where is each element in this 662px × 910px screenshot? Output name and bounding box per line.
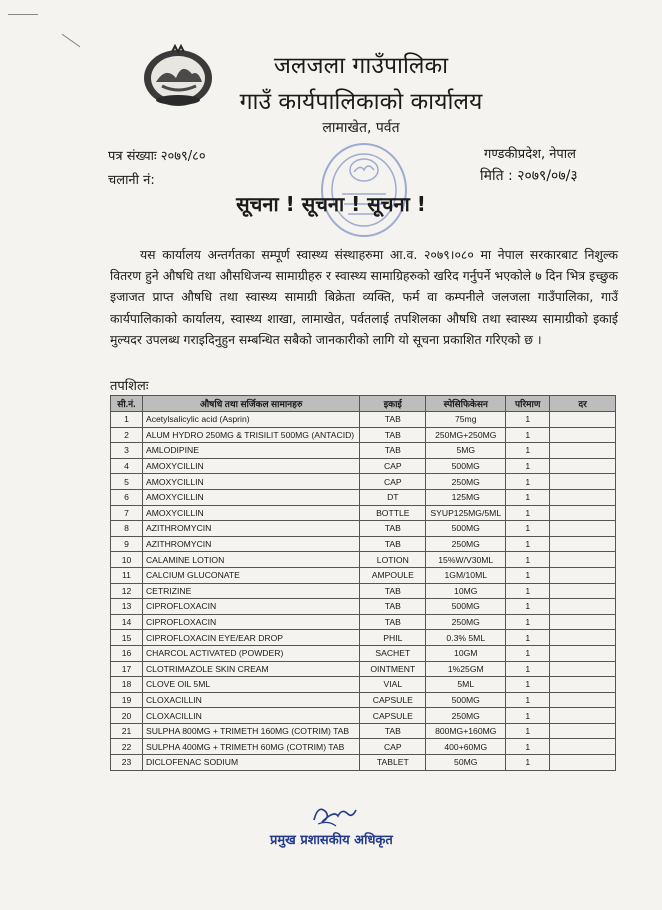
cell-unit: TAB [360, 723, 426, 739]
col-header-rate: दर [550, 396, 616, 412]
cell-unit: TAB [360, 443, 426, 459]
office-address: लामाखेत, पर्वत [322, 120, 400, 136]
table-row [111, 443, 616, 459]
signatory-title: प्रमुख प्रशासकीय अधिकृत [270, 833, 393, 848]
cell-qty: 1 [506, 708, 550, 724]
cell-spec: 125MG [426, 489, 506, 505]
table-row [111, 552, 616, 568]
cell-unit: DT [360, 489, 426, 505]
table-row [111, 708, 616, 724]
cell-unit: TABLET [360, 755, 426, 771]
cell-sn: 4 [111, 458, 143, 474]
cell-rate [550, 739, 616, 755]
cell-sn: 20 [111, 708, 143, 724]
cell-qty: 1 [506, 458, 550, 474]
cell-qty: 1 [506, 692, 550, 708]
cell-sn: 17 [111, 661, 143, 677]
cell-qty: 1 [506, 723, 550, 739]
province-label: गण्डकीप्रदेश, नेपाल [484, 147, 576, 162]
cell-item: Acetylsalicylic acid (Asprin) [142, 412, 359, 428]
cell-item: CLOTRIMAZOLE SKIN CREAM [142, 661, 359, 677]
cell-sn: 9 [111, 536, 143, 552]
cell-rate [550, 708, 616, 724]
cell-unit: TAB [360, 412, 426, 428]
notice-body [110, 244, 618, 350]
cell-unit: TAB [360, 614, 426, 630]
col-header-unit: इकाई [360, 396, 426, 412]
cell-spec: 500MG [426, 599, 506, 615]
cell-qty: 1 [506, 552, 550, 568]
cell-spec: 15%W/V30ML [426, 552, 506, 568]
cell-qty: 1 [506, 583, 550, 599]
cell-rate [550, 599, 616, 615]
cell-item: DICLOFENAC SODIUM [142, 755, 359, 771]
cell-sn: 23 [111, 755, 143, 771]
cell-rate [550, 692, 616, 708]
cell-item: AMOXYCILLIN [142, 489, 359, 505]
cell-rate [550, 661, 616, 677]
cell-item: CLOXACILLIN [142, 708, 359, 724]
cell-item: CIPROFLOXACIN EYE/EAR DROP [142, 630, 359, 646]
cell-spec: 10MG [426, 583, 506, 599]
cell-rate [550, 443, 616, 459]
table-row [111, 474, 616, 490]
cell-sn: 16 [111, 645, 143, 661]
cell-unit: BOTTLE [360, 505, 426, 521]
cell-qty: 1 [506, 521, 550, 537]
cell-sn: 21 [111, 723, 143, 739]
cell-sn: 1 [111, 412, 143, 428]
cell-item: AZITHROMYCIN [142, 521, 359, 537]
cell-rate [550, 755, 616, 771]
cell-item: CALAMINE LOTION [142, 552, 359, 568]
cell-unit: OINTMENT [360, 661, 426, 677]
cell-spec: 50MG [426, 755, 506, 771]
cell-sn: 6 [111, 489, 143, 505]
table-row [111, 567, 616, 583]
scan-mark [62, 34, 81, 47]
cell-rate [550, 645, 616, 661]
cell-spec: 5ML [426, 677, 506, 693]
cell-item: CALCIUM GLUCONATE [142, 567, 359, 583]
cell-spec: 1GM/10ML [426, 567, 506, 583]
cell-unit: SACHET [360, 645, 426, 661]
cell-qty: 1 [506, 755, 550, 771]
cell-sn: 11 [111, 567, 143, 583]
cell-spec: 250MG+250MG [426, 427, 506, 443]
col-header-qty: परिमाण [506, 396, 550, 412]
cell-unit: TAB [360, 427, 426, 443]
cell-qty: 1 [506, 630, 550, 646]
cell-spec: 5MG [426, 443, 506, 459]
cell-spec: 500MG [426, 521, 506, 537]
cell-rate [550, 552, 616, 568]
cell-rate [550, 536, 616, 552]
cell-spec: 800MG+160MG [426, 723, 506, 739]
cell-sn: 7 [111, 505, 143, 521]
cell-item: SULPHA 800MG + TRIMETH 160MG (COTRIM) TAB [142, 723, 359, 739]
cell-spec: 250MG [426, 708, 506, 724]
cell-sn: 2 [111, 427, 143, 443]
cell-unit: LOTION [360, 552, 426, 568]
dispatch-number: चलानी नं: [108, 173, 155, 188]
cell-sn: 19 [111, 692, 143, 708]
cell-unit: CAPSULE [360, 692, 426, 708]
col-header-item: औषधि तथा सर्जिकल सामानहरु [142, 396, 359, 412]
cell-rate [550, 521, 616, 537]
cell-qty: 1 [506, 677, 550, 693]
table-row [111, 427, 616, 443]
cell-unit: TAB [360, 599, 426, 615]
cell-item: AMLODIPINE [142, 443, 359, 459]
cell-qty: 1 [506, 739, 550, 755]
cell-qty: 1 [506, 536, 550, 552]
table-row [111, 677, 616, 693]
cell-qty: 1 [506, 427, 550, 443]
cell-rate [550, 458, 616, 474]
table-row [111, 723, 616, 739]
table-row [111, 661, 616, 677]
cell-sn: 22 [111, 739, 143, 755]
table-row [111, 692, 616, 708]
table-row [111, 412, 616, 428]
notice-body-text: यस कार्यालय अन्तर्गतका सम्पूर्ण स्वास्थ्य संस्थाहरुमा आ.व. २०७९।०८० मा नेपाल सरकारबाट निशुल्क वितरण हुने औषधि तथा औसधिजन्य सामाग्रीहरु र स्वास्थ्य सामाग्रिहरुको खरिद गर्नुपर्ने भएकोले ७ दिन भित्र इच्छुक इजाजत प्राप्त औषधि तथा स्वास्थ्य सामाग्री बिक्रेता व्यक्ति, फर्म वा कम्पनीले जलजला गाउँपालिका, गाउँ कार्यपालिकाको कार्यालय, स्वास्थ्य शाखा, लामाखेत, पर्वतलाई तपशिलका औषधि तथा स्वास्थ्य सामाग्रीको इकाई मुल्यदर उपलब्ध गराइदिनुहुन सम्बन्धित सबैको जानकारीको लागि यो सूचना प्रकाशित गरिएको छ । [110, 247, 618, 347]
table-row [111, 489, 616, 505]
cell-item: CLOVE OIL 5ML [142, 677, 359, 693]
cell-unit: CAP [360, 739, 426, 755]
office-name: गाउँ कार्यपालिकाको कार्यालय [239, 89, 483, 115]
cell-item: CIPROFLOXACIN [142, 599, 359, 615]
cell-rate [550, 427, 616, 443]
cell-spec: 500MG [426, 692, 506, 708]
cell-rate [550, 567, 616, 583]
cell-sn: 14 [111, 614, 143, 630]
cell-unit: TAB [360, 536, 426, 552]
notice-title: सूचना ! सूचना ! सूचना ! [236, 192, 426, 216]
col-header-sn: सी.नं. [111, 396, 143, 412]
cell-rate [550, 614, 616, 630]
cell-qty: 1 [506, 505, 550, 521]
table-row [111, 505, 616, 521]
cell-sn: 15 [111, 630, 143, 646]
cell-qty: 1 [506, 614, 550, 630]
cell-spec: 250MG [426, 614, 506, 630]
cell-rate [550, 677, 616, 693]
cell-qty: 1 [506, 567, 550, 583]
cell-rate [550, 723, 616, 739]
table-row [111, 536, 616, 552]
cell-sn: 10 [111, 552, 143, 568]
cell-spec: 75mg [426, 412, 506, 428]
table-row [111, 583, 616, 599]
cell-unit: TAB [360, 583, 426, 599]
table-row [111, 645, 616, 661]
details-label: तपशिलः [110, 379, 149, 394]
cell-qty: 1 [506, 443, 550, 459]
cell-item: CIPROFLOXACIN [142, 614, 359, 630]
cell-qty: 1 [506, 599, 550, 615]
cell-item: AMOXYCILLIN [142, 474, 359, 490]
cell-item: AMOXYCILLIN [142, 458, 359, 474]
table-row [111, 458, 616, 474]
cell-unit: TAB [360, 521, 426, 537]
cell-spec: SYUP125MG/5ML [426, 505, 506, 521]
cell-sn: 18 [111, 677, 143, 693]
cell-sn: 5 [111, 474, 143, 490]
cell-rate [550, 583, 616, 599]
cell-sn: 8 [111, 521, 143, 537]
date-label: मिति : २०७९/०७/३ [480, 168, 578, 184]
table-row [111, 739, 616, 755]
letter-number: पत्र संख्याः २०७९/८० [108, 149, 206, 164]
cell-spec: 1%25GM [426, 661, 506, 677]
cell-sn: 12 [111, 583, 143, 599]
cell-unit: AMPOULE [360, 567, 426, 583]
cell-item: SULPHA 400MG + TRIMETH 60MG (COTRIM) TAB [142, 739, 359, 755]
cell-qty: 1 [506, 489, 550, 505]
cell-spec: 0.3% 5ML [426, 630, 506, 646]
cell-sn: 13 [111, 599, 143, 615]
cell-spec: 10GM [426, 645, 506, 661]
cell-rate [550, 412, 616, 428]
cell-rate [550, 505, 616, 521]
cell-unit: CAPSULE [360, 708, 426, 724]
cell-rate [550, 630, 616, 646]
cell-spec: 500MG [426, 458, 506, 474]
cell-qty: 1 [506, 474, 550, 490]
table-row [111, 521, 616, 537]
cell-item: AMOXYCILLIN [142, 505, 359, 521]
cell-qty: 1 [506, 412, 550, 428]
table-row [111, 599, 616, 615]
cell-qty: 1 [506, 645, 550, 661]
table-row [111, 630, 616, 646]
cell-item: CLOXACILLIN [142, 692, 359, 708]
cell-spec: 250MG [426, 474, 506, 490]
cell-spec: 400+60MG [426, 739, 506, 755]
cell-spec: 250MG [426, 536, 506, 552]
cell-item: AZITHROMYCIN [142, 536, 359, 552]
cell-unit: CAP [360, 474, 426, 490]
cell-sn: 3 [111, 443, 143, 459]
scan-mark [8, 14, 38, 15]
cell-unit: VIAL [360, 677, 426, 693]
cell-rate [550, 474, 616, 490]
municipality-name: जलजला गाउँपालिका [273, 53, 449, 79]
table-header-row [111, 396, 616, 412]
col-header-spec: स्पेसिफिकेसन [426, 396, 506, 412]
table-row [111, 755, 616, 771]
table-row [111, 614, 616, 630]
signature-scribble [308, 800, 358, 830]
cell-unit: CAP [360, 458, 426, 474]
cell-rate [550, 489, 616, 505]
cell-unit: PHIL [360, 630, 426, 646]
medicine-table [110, 395, 616, 771]
cell-item: ALUM HYDRO 250MG & TRISILIT 500MG (ANTACID) [142, 427, 359, 443]
cell-item: CHARCOL ACTIVATED (POWDER) [142, 645, 359, 661]
table-body [111, 412, 616, 771]
cell-qty: 1 [506, 661, 550, 677]
cell-item: CETRIZINE [142, 583, 359, 599]
